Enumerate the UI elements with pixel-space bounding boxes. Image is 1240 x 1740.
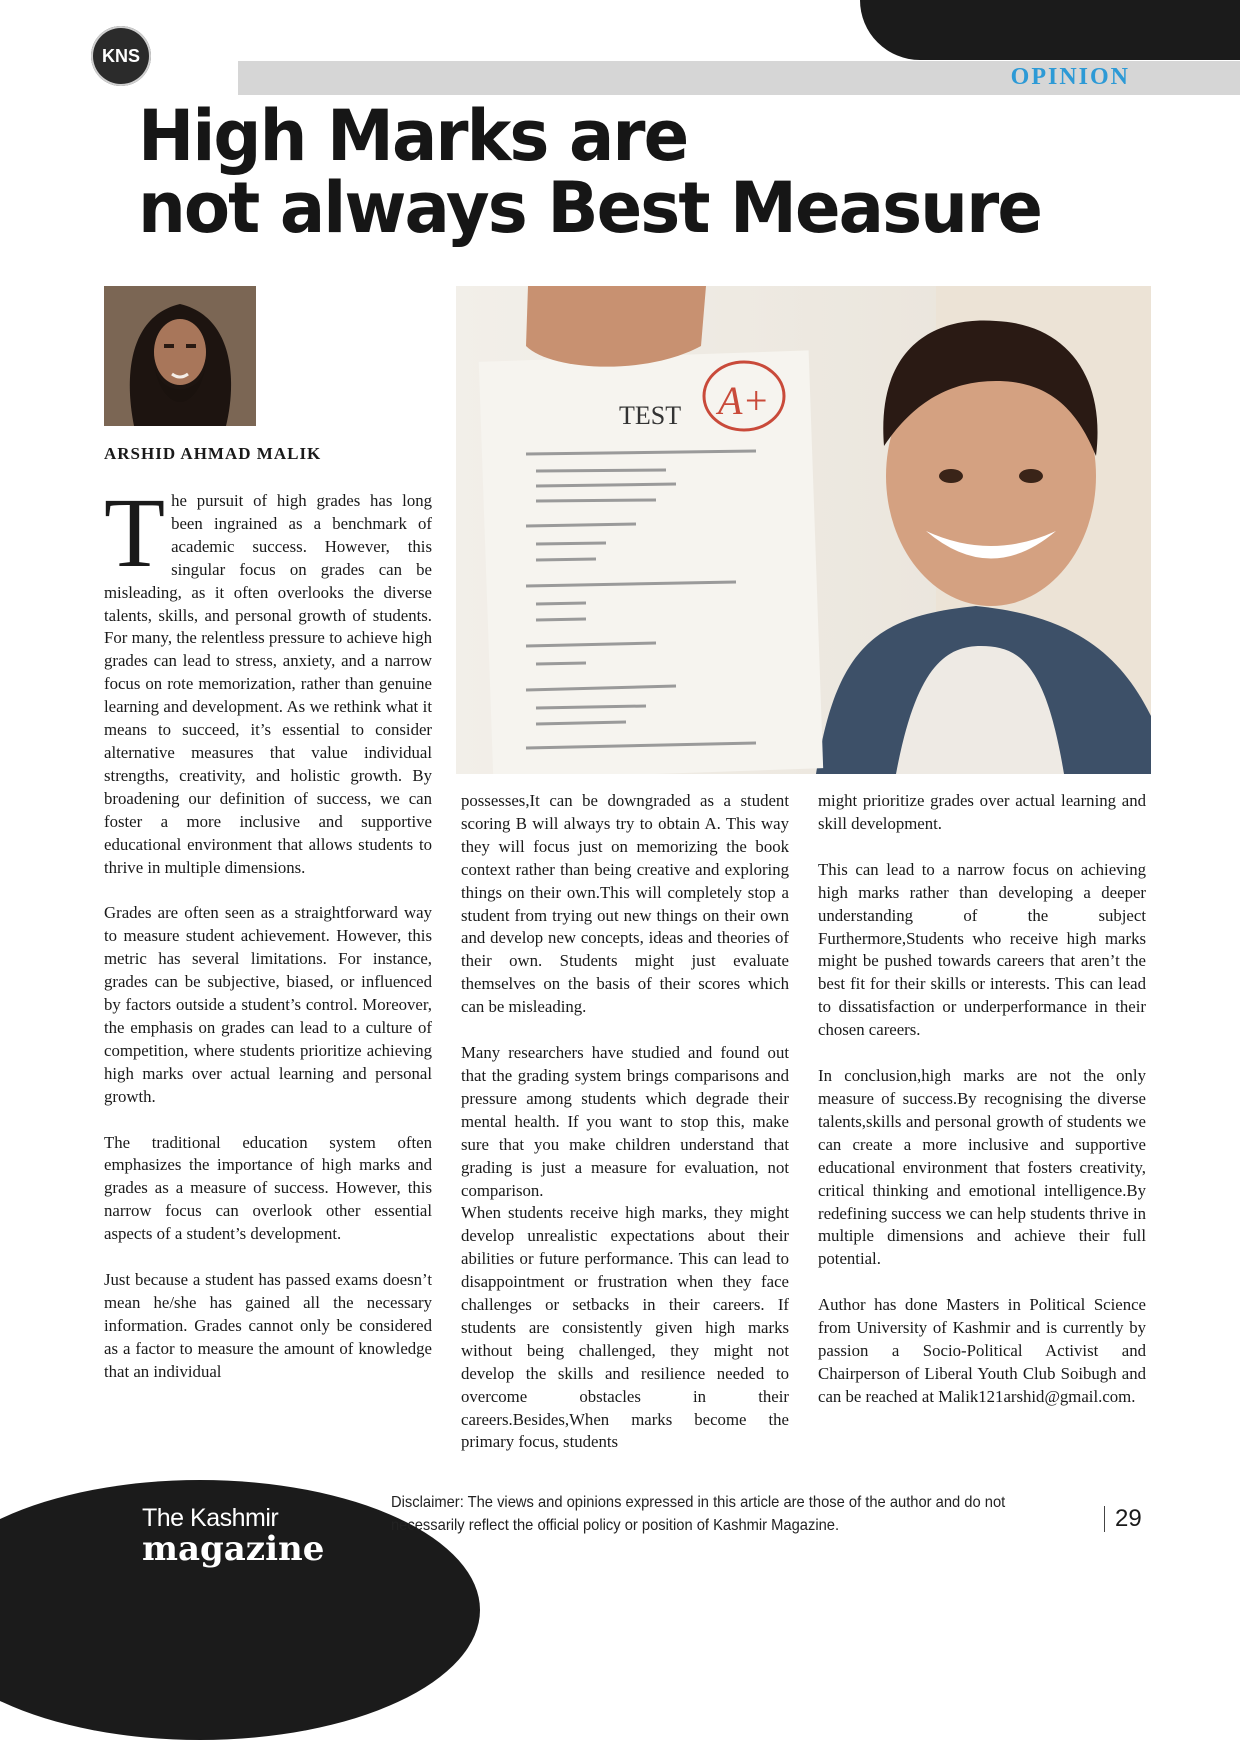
article-paragraph: [104, 477, 432, 879]
test-title-text: TEST: [619, 401, 682, 430]
article-paragraph: When students receive high marks, they might develop unrealistic expectations about their abilities or future performance. This can lead to disappointment or frustration when they face challenges or setbacks in their careers. If students are consistently given high marks without being challenged, they might not develop the skills and resilience needed to overcome obstacles in their careers.Besides,When marks become the primary focus, students: [461, 1203, 789, 1452]
article-column-2: [461, 790, 789, 1454]
header-decoration: [860, 0, 1240, 60]
magazine-logo-line-2: magazine: [142, 1529, 325, 1569]
grade-text: A+: [718, 378, 770, 423]
title-line-2: not always Best Measure: [138, 167, 1041, 249]
article-column-3: [818, 790, 1146, 1409]
article-title: [138, 95, 1041, 249]
hero-photo: [456, 286, 1151, 774]
article-column-1: [104, 477, 432, 1384]
paragraph-text: he pursuit of high grades has long been ingrained as a benchmark of academic success. However, this singular focus on grades can be misleading, as it often overlooks the diverse talents, skills, and personal growth of students. For many, the relentless pressure to achieve high grades can lead to stress, anxiety, and a narrow focus on rote memorization, rather than genuine learning and development. As we rethink what it means to succeed, it’s essential to consider alternative measures that value individual strengths, creativity, and holistic growth. By broadening our definition of success, we can foster a more inclusive and supportive educational environment that allows students to thrive in multiple dimensions.: [104, 491, 432, 877]
title-line-1: High Marks are: [138, 95, 688, 177]
article-paragraph: might prioritize grades over actual learning and skill development.: [818, 791, 1146, 833]
article-paragraph: Grades are often seen as a straightforward way to measure student achievement. However, this metric has several limitations. For instance, grades can be subjective, biased, or influenced by factors outside a student’s control. Moreover, the emphasis on grades can lead to a culture of competition, where students prioritize achieving high marks over actual learning and personal growth.: [104, 903, 432, 1106]
section-label: OPINION: [1010, 64, 1130, 90]
author-bio: Author has done Masters in Political Science from University of Kashmir and is currently by passion a Socio-Political Activist and Chairperson of Liberal Youth Club Soibugh and can be reached at Malik121arshid@gmail.com.: [818, 1295, 1146, 1406]
article-paragraph: In conclusion,high marks are not the only measure of success.By recognising the diverse talents,skills and personal growth of students we can create a more inclusive and supportive educational environment that fosters creativity, critical thinking and emotional intelligence.By redefining success we can help students thrive in multiple dimensions and achieve their full potential.: [818, 1066, 1146, 1269]
kns-logo: [91, 26, 151, 86]
page-number: 29: [1104, 1506, 1142, 1532]
magazine-logo: [142, 1504, 324, 1569]
article-paragraph: Just because a student has passed exams doesn’t mean he/she has gained all the necessary information. Grades cannot only be considered as a factor to measure the amount of knowledge that an individual: [104, 1270, 432, 1381]
kns-logo-text: KNS: [101, 45, 140, 66]
article-paragraph: The traditional education system often emphasizes the importance of high marks and grades as a measure of success. However, this narrow focus can overlook other essential aspects of a student’s development.: [104, 1132, 432, 1244]
magazine-logo-line-1: The Kashmir: [142, 1504, 279, 1532]
author-photo: [104, 286, 256, 426]
disclaimer: Disclaimer: The views and opinions expressed in this article are those of the author and do not necessarily reflect the official policy or position of Kashmir Magazine.: [391, 1494, 1006, 1534]
article-paragraph: This can lead to a narrow focus on achieving high marks rather than developing a deeper understanding of the subject Furthermore,Students who receive high marks might be pushed towards careers that aren’t the best fit for their skills or interests. This can lead to dissatisfaction or underperformance in their chosen careers.: [818, 859, 1146, 1040]
author-byline: ARSHID AHMAD MALIK: [104, 444, 322, 463]
article-paragraph: Many researchers have studied and found out that the grading system brings comparisons and pressure among students which degrade their mental health. If you want to stop this, make sure that you make children understand that grading is just a measure for evaluation, not comparison.: [461, 1043, 789, 1200]
article-paragraph: possesses,It can be downgraded as a student scoring B will always try to obtain A. This way they will focus just on memorizing the book context rather than being creative and exploring things on their own.This will completely stop a student from trying out new things on their own and develop new concepts, ideas and theories of their own. Students might just evaluate themselves on the basis of their scores which can be misleading.: [461, 791, 789, 1017]
drop-cap: T: [104, 477, 166, 588]
